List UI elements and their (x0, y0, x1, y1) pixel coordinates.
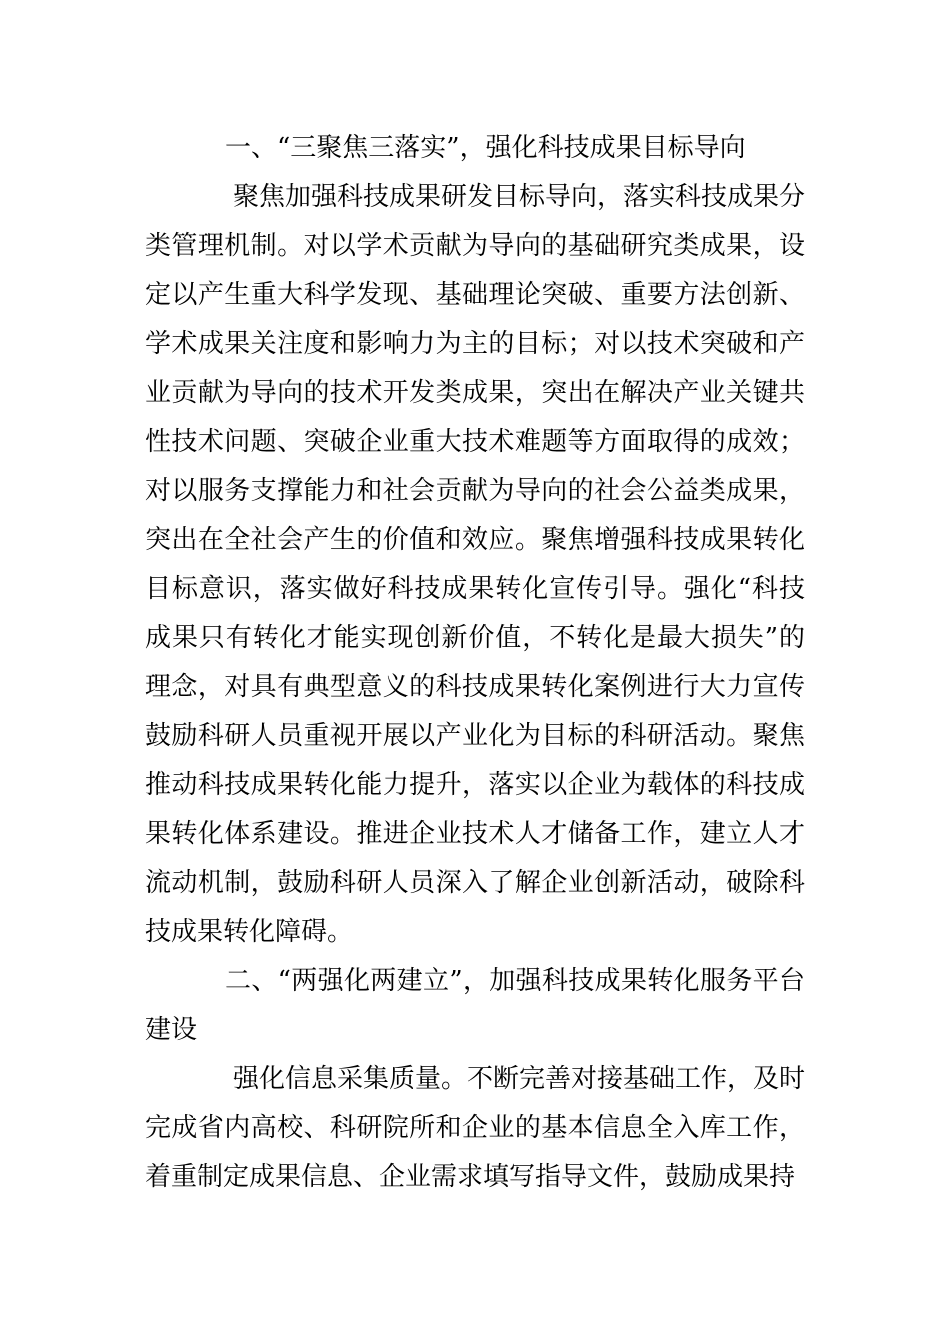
section-paragraph-2: 强化信息采集质量。不断完善对接基础工作，及时完成省内高校、科研院所和企业的基本信息全入库工作，着重制定成果信息、企业需求填写指导文件，鼓励成果持 (145, 1064, 806, 1192)
section-heading-2: 二、“两强化两建立”，加强科技成果转化服务平台建设 (145, 966, 805, 1045)
document-body (145, 124, 805, 1202)
section-heading-1: 一、“三聚焦三落实”，强化科技成果目标导向 (225, 133, 746, 163)
section-paragraph-1: 聚焦加强科技成果研发目标导向，落实科技成果分类管理机制。对以学术贡献为导向的基础研究类成果，设定以产生重大科学发现、基础理论突破、重要方法创新、学术成果关注度和影响力为主的目标；对以技术突破和产业贡献为导向的技术开发类成果，突出在解决产业关键共性技术问题、突破企业重大技术难题等方面取得的成效；对以服务支撑能力和社会贡献为导向的社会公益类成果，突出在全社会产生的价值和效应。聚焦增强科技成果转化目标意识，落实做好科技成果转化宣传引导。强化“科技成果只有转化才能实现创新价值，不转化是最大损失”的理念，对具有典型意义的科技成果转化案例进行大力宣传鼓励科研人员重视开展以产业化为目标的科研活动。聚焦推动科技成果转化能力提升，落实以企业为载体的科技成果转化体系建设。推进企业技术人才储备工作，建立人才流动机制，鼓励科研人员深入了解企业创新活动，破除科技成果转化障碍。 (145, 182, 806, 947)
